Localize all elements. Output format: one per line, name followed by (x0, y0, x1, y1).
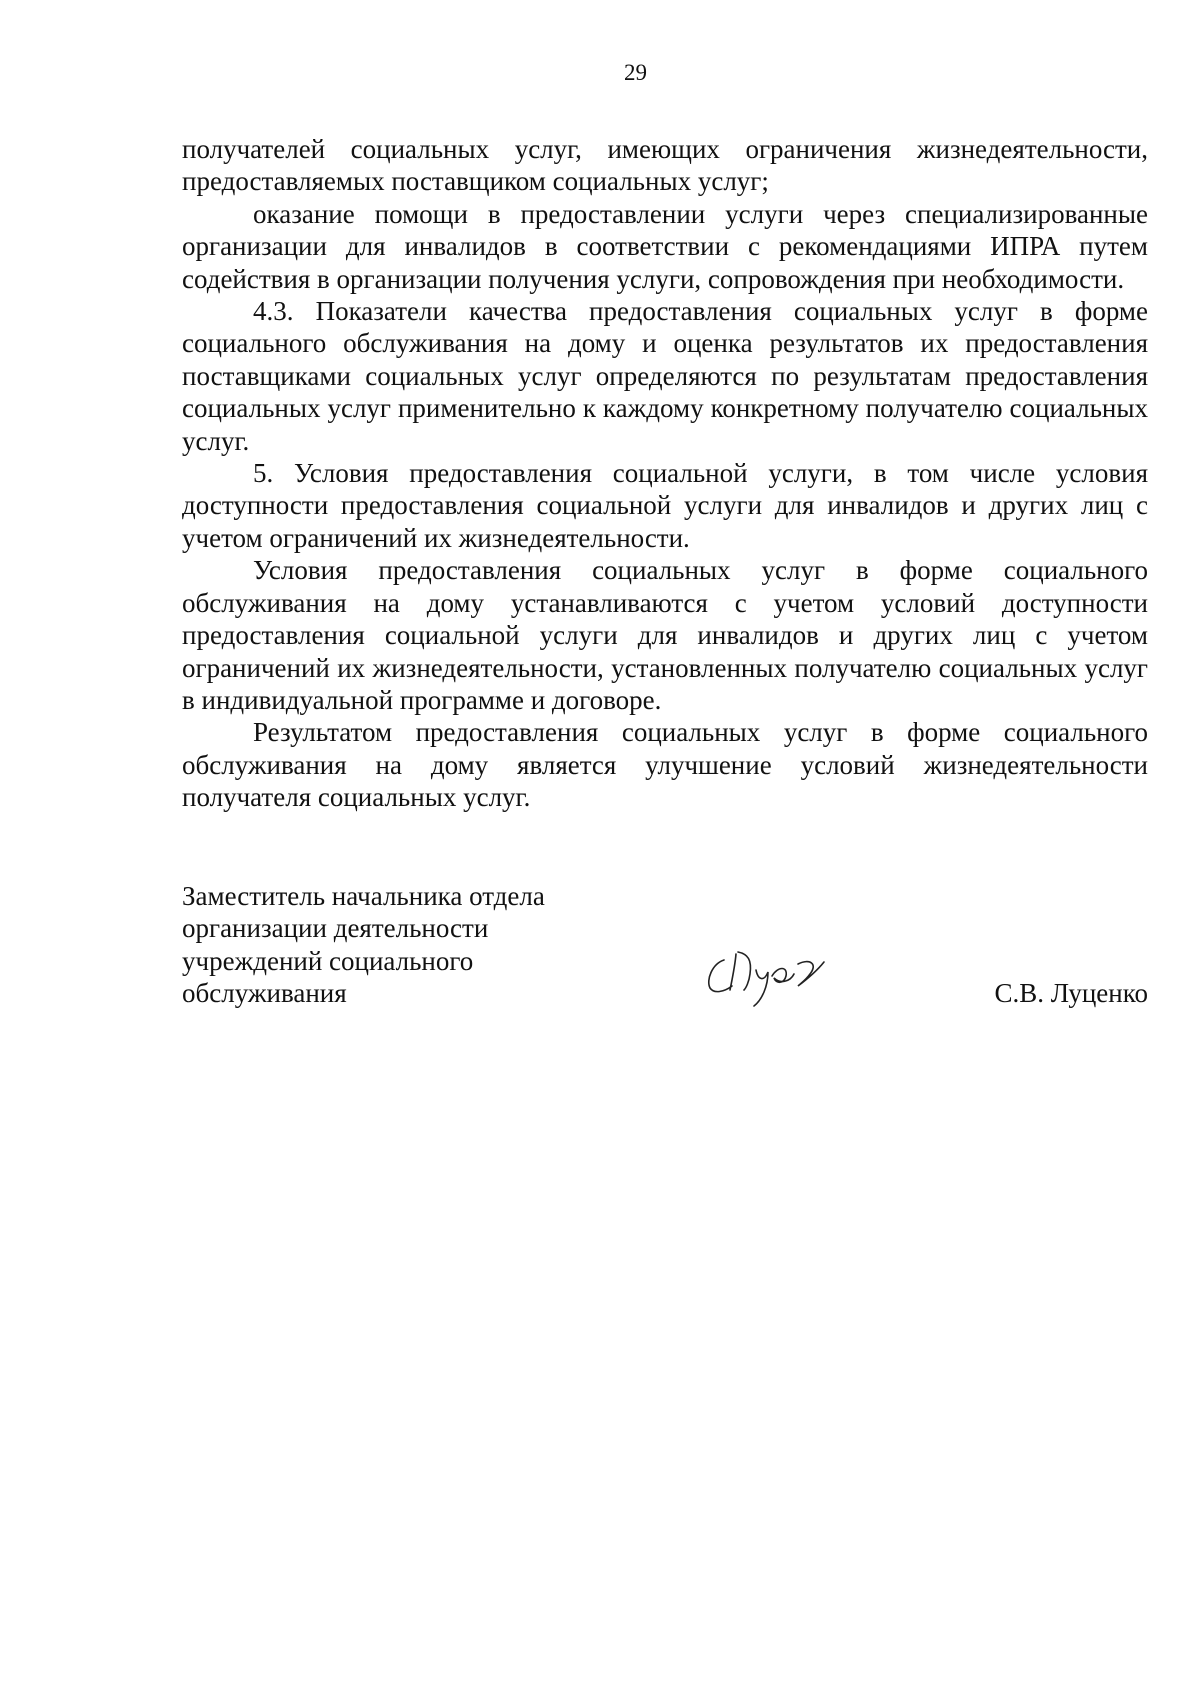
paragraph-4-3-quality-indicators: 4.3. Показатели качества предоставления социальных услуг в форме социального обслуживания на дому и оценка результатов их предоставления поставщиками социальных услуг определяются по результатам предоставления социальных услуг применительно к каждому конкретному получателю социальных услуг. (182, 296, 1148, 456)
paragraph-continuation: получателей социальных услуг, имеющих ограничения жизнедеятельности, предоставляемых поставщиком социальных услуг; (182, 134, 1148, 197)
signer-name: С.В. Луценко (994, 978, 1148, 1008)
paragraph-5-conditions-heading: 5. Условия предоставления социальной услуги, в том числе условия доступности предоставления социальной услуги для инвалидов и других лиц с учетом ограничений их жизнедеятельности. (182, 458, 1148, 553)
paragraph-result: Результатом предоставления социальных услуг в форме социального обслуживания на дому является улучшение условий жизнедеятельности получателя социальных услуг. (182, 717, 1148, 813)
handwritten-signature (702, 940, 852, 1010)
signer-position-line: Заместитель начальника отдела (182, 881, 545, 911)
page-number: 29 (624, 60, 647, 85)
signer-position-line: учреждений социального (182, 945, 474, 976)
signer-position-line: обслуживания (182, 978, 347, 1009)
document-body (182, 133, 1148, 814)
paragraph-assistance: оказание помощи в предоставлении услуги через специализированные организации для инвалидов в соответствии с рекомендациями ИПРА путем содействия в организации получения услуги, сопровождения при необходимости. (182, 198, 1148, 294)
signer-position-line: организации деятельности (182, 913, 489, 944)
paragraph-conditions: Условия предоставления социальных услуг в форме социального обслуживания на дому устанавливаются с учетом условий доступности предоставления социальной услуги для инвалидов и других лиц с учетом ограничений их жизнедеятельности, установленных получателю социальных услуг в индивидуальной программе и договоре. (182, 555, 1148, 715)
signature-block (182, 880, 1148, 1020)
signer-position (182, 880, 545, 1010)
